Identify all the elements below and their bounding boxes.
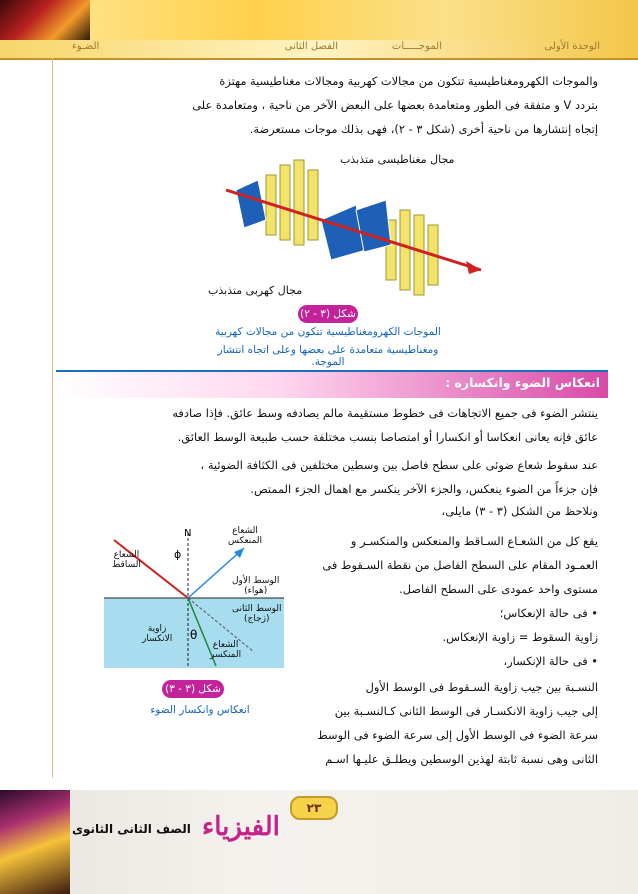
refraction-case: فى حالة الإنكسار، bbox=[503, 654, 588, 668]
body-p1-line2: عائق فإنه يعانى انعكاسا أو انكسارا أو امتصاصا بنسب مختلفة حسب طبيعة الوسط العائق. bbox=[177, 430, 598, 444]
reflected-ray-label bbox=[228, 526, 262, 546]
magnetic-arrow bbox=[414, 215, 424, 295]
point-line-4: • فى حالة الإنعكاس؛ bbox=[499, 606, 598, 620]
intro-line-1: والموجات الكهرومغناطيسية تتكون من مجالات كهربية ومجالات مغناطيسية مهتزة bbox=[219, 74, 598, 88]
refraction-angle-symbol: θ bbox=[190, 628, 198, 642]
incident-ray-label bbox=[112, 550, 141, 570]
prism-decoration bbox=[0, 790, 70, 894]
refraction-angle-label bbox=[142, 624, 172, 644]
margin-line bbox=[52, 58, 53, 778]
point-line-1: يقع كل من الشعـاع السـاقط والمنعكس والمنكسـر و bbox=[350, 534, 598, 548]
incident-label-2: الساقط bbox=[112, 560, 141, 570]
medium-1-label bbox=[232, 576, 279, 596]
header-unit: الوحدة الأولى bbox=[544, 41, 600, 52]
refracted-label-1: الشعاع bbox=[212, 640, 239, 650]
refraction-angle-label-2: الانكسار bbox=[142, 634, 173, 644]
reflected-label-2: المنعكس bbox=[228, 536, 262, 546]
magnetic-arrow bbox=[400, 210, 410, 290]
header-lesson: الضـوء bbox=[72, 41, 100, 52]
refracted-ray-label bbox=[210, 640, 241, 660]
figure-caption-3-3: انعكاس وانكسار الضوء bbox=[150, 704, 250, 716]
point-line-7: النسـبة بين جيب زاوية السـقوط فى الوسط الأول bbox=[365, 680, 598, 694]
page-number: ٢٣ bbox=[290, 796, 338, 820]
point-line-5: زاوية السقوط = زاوية الإنعكاس. bbox=[442, 630, 598, 644]
figure-badge-3-2: شكل (٣ - ٢) bbox=[298, 305, 358, 323]
subject-title: الفيزياء bbox=[202, 812, 280, 842]
figure-badge-3-3: شكل (٣ - ٣) bbox=[162, 680, 224, 698]
propagation-arrowhead bbox=[466, 261, 481, 274]
point-line-10: الثانى وهى نسبة ثابتة لهذين الوسطين ويطلـق عليـها اسـم bbox=[325, 752, 598, 766]
grade-label: الصف الثانى الثانوى bbox=[72, 822, 191, 836]
medium-2-type: (زجاج) bbox=[244, 614, 270, 624]
point-line-6: • فى حالة الإنكسار، bbox=[503, 654, 598, 668]
top-decorative-banner bbox=[0, 0, 638, 40]
magnetic-arrow bbox=[294, 160, 304, 245]
magnetic-field-label: مجال مغناطيسى متذبذب bbox=[340, 153, 455, 166]
normal-label: N bbox=[184, 528, 192, 539]
reflection-case: فى حالة الإنعكاس؛ bbox=[499, 606, 588, 620]
running-header bbox=[0, 40, 638, 60]
propagation-arrow bbox=[226, 190, 481, 270]
medium-2-label bbox=[232, 604, 282, 624]
refraction-angle-label-1: زاوية bbox=[147, 624, 167, 634]
figure-caption-3-2-line2: ومغناطيسية متعامدة على بعضها وعلى اتجاه انتشار الموجة. bbox=[217, 344, 439, 368]
intro-line-2: بتردد V و متفقة فى الطور ومتعامدة بعضها على البعض الآخر من ناحية ، ومتعامدة على bbox=[192, 98, 598, 112]
body-p2-line1: عند سقوط شعاع ضوئى على سطح فاصل بين وسطين مختلفين فى الكثافة الضوئية ، bbox=[200, 458, 598, 472]
refracted-label-2: المنكسر bbox=[210, 650, 242, 660]
body-p3: ونلاحظ من الشكل (٣ - ٣) مايلى، bbox=[441, 504, 598, 518]
body-p2-line2: فإن جزءاً من الضوء ينعكس، والجزء الآخر ينكسر مع اهمال الجزء الممتص. bbox=[250, 482, 598, 496]
medium-1-name: الوسط الأول bbox=[232, 576, 280, 586]
intro-line-3: إتجاه إنتشارها من ناحية أخرى (شكل ٣ - ٢)، فهى بذلك موجات مستعرضة. bbox=[249, 122, 598, 136]
point-line-9: سرعة الضوء فى الوسط الأول إلى سرعة الضوء فى الوسط bbox=[317, 728, 598, 742]
point-line-2: العمـود المقام على السطح الفاصل من نقطة السـقوط فى bbox=[322, 558, 598, 572]
medium-1-type: (هواء) bbox=[244, 586, 268, 596]
incident-label-1: الشعاع bbox=[113, 550, 140, 560]
electric-field-label: مجال كهربى متذبذب bbox=[208, 284, 303, 297]
body-p1-line1: ينتشر الضوء فى جميع الاتجاهات فى خطوط مستقيمة مالم يصادفه وسط عائق. فإذا صادفه bbox=[172, 406, 598, 420]
magnetic-arrow bbox=[308, 170, 318, 240]
section-heading bbox=[56, 370, 608, 398]
point-line-3: مستوى واحد عمودى على السطح الفاصل. bbox=[399, 582, 598, 596]
header-topic: الموجـــــات bbox=[391, 41, 442, 52]
figure-caption-3-2-line1: الموجات الكهرومغناطيسية تتكون من مجالات كهربية bbox=[215, 326, 441, 338]
medium-2-name: الوسط الثانى bbox=[232, 604, 282, 614]
reflected-label-1: الشعاع bbox=[232, 526, 258, 536]
section-title: انعكاس الضوء وانكساره : bbox=[445, 375, 600, 390]
em-wave-figure bbox=[196, 150, 496, 300]
incidence-angle-symbol: ϕ bbox=[174, 548, 182, 561]
reflection-refraction-figure bbox=[104, 528, 284, 668]
electric-arrow bbox=[236, 180, 266, 228]
header-chapter: الفصل الثانى bbox=[284, 41, 338, 52]
point-line-8: إلى جيب زاوية الانكسـار فى الوسط الثانى كـالنسـبة بين bbox=[334, 704, 598, 718]
magnetic-arrow bbox=[280, 165, 290, 240]
